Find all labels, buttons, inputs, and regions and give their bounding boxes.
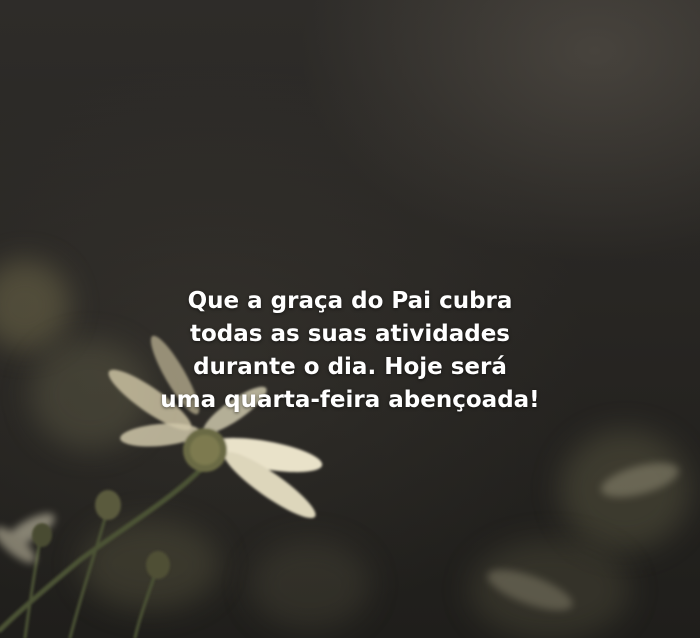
quote-line: uma quarta-feira abençoada! <box>160 387 540 413</box>
blurred-flowers-right <box>483 456 682 618</box>
quote-text <box>60 285 640 417</box>
quote-line: todas as suas atividades <box>190 321 510 347</box>
quote-line: Que a graça do Pai cubra <box>187 288 513 314</box>
quote-line: durante o dia. Hoje será <box>193 354 507 380</box>
